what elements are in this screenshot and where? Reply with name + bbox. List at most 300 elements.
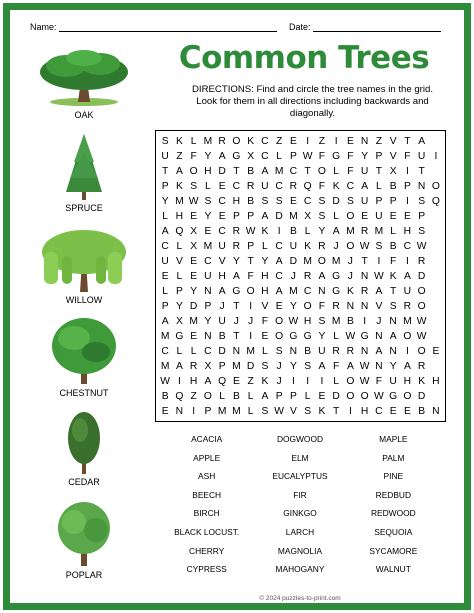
grid-letter[interactable]: N	[289, 346, 298, 357]
grid-letter[interactable]: H	[175, 211, 184, 222]
grid-letter[interactable]: F	[404, 151, 411, 162]
grid-letter[interactable]: D	[218, 166, 226, 177]
grid-letter[interactable]: S	[161, 136, 169, 147]
grid-letter[interactable]: H	[403, 376, 412, 387]
grid-letter[interactable]: X	[389, 166, 397, 177]
grid-letter[interactable]: A	[218, 286, 226, 297]
grid-letter[interactable]: M	[160, 361, 170, 372]
grid-letter[interactable]: P	[247, 241, 255, 252]
grid-letter[interactable]	[429, 329, 443, 344]
grid-letter[interactable]: N	[360, 271, 369, 282]
grid-letter[interactable]: S	[318, 196, 326, 207]
grid-letter[interactable]: W	[359, 241, 370, 252]
grid-letter[interactable]: P	[375, 196, 383, 207]
grid-letter[interactable]: A	[175, 361, 183, 372]
grid-letter[interactable]: G	[303, 331, 312, 342]
grid-letter[interactable]: K	[304, 241, 312, 252]
grid-letter[interactable]: E	[218, 181, 226, 192]
grid-letter[interactable]: S	[389, 301, 397, 312]
grid-letter[interactable]: J	[290, 271, 296, 282]
grid-letter[interactable]: J	[333, 241, 339, 252]
grid-letter[interactable]: N	[232, 346, 241, 357]
grid-letter[interactable]: T	[233, 166, 240, 177]
grid-letter[interactable]: F	[318, 181, 326, 192]
grid-letter[interactable]: N	[417, 181, 426, 192]
grid-letter[interactable]: Z	[247, 376, 254, 387]
grid-letter[interactable]: Y	[204, 151, 212, 162]
grid-letter[interactable]: M	[175, 196, 184, 207]
grid-letter[interactable]: N	[204, 286, 212, 297]
grid-letter[interactable]: E	[361, 211, 369, 222]
grid-letter[interactable]: E	[289, 136, 297, 147]
grid-letter[interactable]: E	[289, 196, 297, 207]
grid-letter[interactable]: C	[375, 406, 383, 417]
grid-letter[interactable]: N	[318, 286, 326, 297]
grid-letter[interactable]: F	[318, 151, 326, 162]
grid-letter[interactable]: C	[204, 256, 212, 267]
grid-letter[interactable]: M	[346, 226, 355, 237]
grid-letter[interactable]: L	[262, 346, 268, 357]
grid-letter[interactable]: K	[332, 181, 340, 192]
grid-letter[interactable]: Y	[318, 226, 326, 237]
grid-letter[interactable]: S	[318, 211, 326, 222]
grid-letter[interactable]	[429, 224, 443, 239]
grid-letter[interactable]: O	[317, 256, 326, 267]
grid-letter[interactable]: M	[189, 316, 198, 327]
grid-letter[interactable]: V	[389, 136, 397, 147]
grid-letter[interactable]: N	[389, 316, 397, 327]
grid-letter[interactable]: X	[204, 361, 212, 372]
grid-letter[interactable]: Y	[261, 256, 269, 267]
grid-letter[interactable]: A	[175, 166, 183, 177]
grid-letter[interactable]: O	[275, 331, 284, 342]
grid-letter[interactable]: M	[160, 331, 170, 342]
grid-letter[interactable]: R	[417, 361, 426, 372]
grid-letter[interactable]: C	[261, 151, 269, 162]
grid-letter[interactable]: L	[176, 241, 183, 252]
grid-letter[interactable]: O	[317, 166, 326, 177]
grid-letter[interactable]: A	[332, 226, 340, 237]
grid-letter[interactable]: U	[289, 241, 298, 252]
grid-letter[interactable]: I	[306, 376, 310, 387]
grid-letter[interactable]: V	[389, 151, 397, 162]
grid-letter[interactable]: Z	[318, 136, 326, 147]
grid-letter[interactable]: C	[403, 241, 412, 252]
grid-letter[interactable]: G	[232, 286, 241, 297]
grid-letter[interactable]: L	[262, 241, 268, 252]
grid-letter[interactable]: L	[333, 211, 339, 222]
grid-letter[interactable]: N	[360, 136, 369, 147]
grid-letter[interactable]: R	[360, 226, 369, 237]
grid-letter[interactable]: R	[232, 226, 241, 237]
grid-letter[interactable]: A	[218, 151, 226, 162]
grid-letter[interactable]: K	[261, 226, 269, 237]
grid-letter[interactable]: K	[418, 376, 426, 387]
grid-letter[interactable]: R	[403, 301, 412, 312]
name-field[interactable]	[30, 22, 277, 32]
grid-letter[interactable]: M	[331, 316, 341, 327]
grid-letter[interactable]: S	[418, 226, 426, 237]
grid-letter[interactable]: H	[189, 376, 198, 387]
grid-letter[interactable]: S	[418, 196, 426, 207]
grid-letter[interactable]: Y	[232, 256, 240, 267]
grid-letter[interactable]: I	[249, 331, 253, 342]
grid-letter[interactable]: N	[360, 301, 369, 312]
grid-letter[interactable]: B	[289, 226, 297, 237]
grid-letter[interactable]: H	[261, 271, 269, 282]
grid-letter[interactable]: F	[247, 271, 254, 282]
grid-letter[interactable]: L	[376, 181, 382, 192]
grid-letter[interactable]: U	[204, 271, 212, 282]
grid-letter[interactable]: M	[289, 211, 298, 222]
date-line[interactable]	[313, 23, 441, 32]
grid-letter[interactable]: M	[246, 346, 255, 357]
grid-letter[interactable]: R	[346, 346, 355, 357]
grid-letter[interactable]: L	[333, 166, 339, 177]
grid-letter[interactable]: S	[261, 406, 269, 417]
date-field[interactable]	[289, 22, 441, 32]
grid-letter[interactable]: F	[347, 151, 354, 162]
grid-letter[interactable]: W	[359, 376, 370, 387]
grid-letter[interactable]: E	[275, 301, 283, 312]
grid-letter[interactable]: D	[189, 301, 198, 312]
grid-letter[interactable]: P	[289, 151, 297, 162]
grid-letter[interactable]: E	[389, 406, 397, 417]
grid-letter[interactable]: I	[249, 301, 253, 312]
grid-letter[interactable]: B	[304, 346, 312, 357]
grid-letter[interactable]: C	[161, 346, 169, 357]
grid-letter[interactable]: E	[190, 271, 198, 282]
grid-letter[interactable]: N	[204, 331, 212, 342]
grid-letter[interactable]: E	[318, 391, 326, 402]
grid-letter[interactable]: W	[416, 241, 427, 252]
grid-letter[interactable]: A	[261, 391, 269, 402]
grid-letter[interactable]: E	[432, 346, 440, 357]
grid-letter[interactable]: X	[247, 151, 255, 162]
grid-letter[interactable]: L	[333, 331, 339, 342]
grid-letter[interactable]: Y	[389, 361, 397, 372]
grid-letter[interactable]: U	[403, 286, 412, 297]
grid-letter[interactable]: B	[346, 316, 354, 327]
grid-letter[interactable]: S	[318, 316, 326, 327]
grid-letter[interactable]: S	[275, 196, 283, 207]
grid-letter[interactable]: J	[248, 316, 254, 327]
grid-letter[interactable]: N	[375, 331, 383, 342]
grid-letter[interactable]: Y	[289, 301, 297, 312]
grid-letter[interactable]: W	[345, 331, 356, 342]
grid-letter[interactable]: L	[162, 286, 168, 297]
grid-letter[interactable]: C	[275, 241, 283, 252]
grid-letter[interactable]: O	[346, 241, 355, 252]
grid-letter[interactable]: I	[434, 151, 438, 162]
grid-letter[interactable]: O	[203, 391, 212, 402]
grid-letter[interactable]: P	[418, 211, 426, 222]
grid-letter[interactable]: H	[360, 406, 369, 417]
grid-letter[interactable]: A	[375, 286, 383, 297]
grid-letter[interactable]: M	[203, 241, 213, 252]
grid-letter[interactable]: Y	[190, 286, 198, 297]
grid-letter[interactable]: A	[261, 211, 269, 222]
grid-letter[interactable]: T	[233, 301, 240, 312]
grid-letter[interactable]: O	[346, 376, 355, 387]
grid-letter[interactable]: U	[218, 316, 226, 327]
grid-letter[interactable]: I	[363, 316, 367, 327]
grid-letter[interactable]	[429, 269, 443, 284]
grid-letter[interactable]: P	[247, 211, 255, 222]
grid-letter[interactable]: L	[390, 226, 396, 237]
grid-letter[interactable]: H	[204, 166, 212, 177]
grid-letter[interactable]: W	[374, 271, 384, 282]
grid-letter[interactable]: C	[303, 286, 312, 297]
grid-letter[interactable]	[429, 284, 443, 299]
grid-letter[interactable]: I	[277, 226, 281, 237]
grid-letter[interactable]: L	[219, 391, 225, 402]
grid-letter[interactable]: J	[376, 316, 382, 327]
grid-letter[interactable]: P	[204, 301, 212, 312]
grid-letter[interactable]	[429, 134, 443, 149]
grid-letter[interactable]: Q	[431, 196, 440, 207]
grid-letter[interactable]: O	[303, 301, 312, 312]
grid-letter[interactable]: X	[175, 316, 183, 327]
grid-letter[interactable]: H	[261, 286, 269, 297]
grid-letter[interactable]: H	[232, 196, 241, 207]
grid-letter[interactable]: W	[302, 151, 313, 162]
grid-letter[interactable]: O	[346, 211, 355, 222]
grid-letter[interactable]: G	[360, 331, 369, 342]
grid-letter[interactable]: I	[192, 406, 196, 417]
grid-letter[interactable]: M	[274, 166, 284, 177]
grid-letter[interactable]: L	[176, 346, 183, 357]
grid-letter[interactable]: P	[389, 196, 397, 207]
grid-letter[interactable]	[429, 359, 443, 374]
grid-letter[interactable]: R	[246, 181, 255, 192]
grid-letter[interactable]: T	[247, 256, 254, 267]
grid-letter[interactable]: D	[332, 391, 340, 402]
grid-letter[interactable]: C	[161, 241, 169, 252]
grid-letter[interactable]: P	[161, 301, 169, 312]
grid-letter[interactable]: W	[416, 331, 427, 342]
grid-letter[interactable]: E	[190, 256, 198, 267]
grid-letter[interactable]: E	[403, 406, 411, 417]
name-line[interactable]	[59, 23, 277, 32]
grid-letter[interactable]: C	[275, 271, 283, 282]
grid-letter[interactable]: Z	[190, 391, 197, 402]
grid-letter[interactable]: K	[261, 376, 269, 387]
grid-letter[interactable]: M	[403, 316, 412, 327]
grid-letter[interactable]: T	[304, 166, 311, 177]
grid-letter[interactable]: L	[247, 391, 254, 402]
grid-letter[interactable]: S	[204, 196, 212, 207]
grid-letter[interactable]: A	[318, 361, 326, 372]
grid-letter[interactable]: L	[247, 406, 254, 417]
grid-letter[interactable]: D	[289, 256, 298, 267]
grid-letter[interactable]: B	[418, 406, 426, 417]
grid-letter[interactable]: L	[190, 136, 197, 147]
grid-letter[interactable]: W	[188, 196, 199, 207]
grid-letter[interactable]: T	[418, 166, 425, 177]
grid-letter[interactable]: I	[405, 166, 409, 177]
grid-letter[interactable]: A	[204, 376, 212, 387]
grid-letter[interactable]: A	[418, 136, 426, 147]
grid-letter[interactable]: B	[247, 166, 255, 177]
grid-letter[interactable]: Z	[375, 136, 383, 147]
grid-letter[interactable]: U	[318, 346, 326, 357]
grid-letter[interactable]: O	[360, 391, 369, 402]
grid-letter[interactable]: L	[162, 211, 168, 222]
grid-letter[interactable]: I	[320, 376, 324, 387]
grid-letter[interactable]: D	[246, 361, 255, 372]
grid-letter[interactable]: E	[190, 211, 198, 222]
grid-letter[interactable]: T	[389, 286, 397, 297]
grid-letter[interactable]: P	[175, 286, 183, 297]
grid-letter[interactable]: F	[375, 376, 383, 387]
word-search-grid[interactable]	[155, 130, 446, 422]
grid-letter[interactable]: S	[275, 346, 283, 357]
grid-letter[interactable]: A	[403, 361, 411, 372]
grid-letter[interactable]: P	[289, 391, 297, 402]
grid-letter[interactable]: C	[261, 136, 269, 147]
grid-letter[interactable]: P	[403, 181, 411, 192]
grid-letter[interactable]: O	[417, 286, 426, 297]
grid-letter[interactable]: N	[346, 301, 355, 312]
grid-letter[interactable]: S	[261, 196, 269, 207]
grid-letter[interactable]: I	[377, 256, 381, 267]
grid-letter[interactable]: H	[432, 376, 440, 387]
grid-letter[interactable]: F	[389, 256, 397, 267]
grid-letter[interactable]: R	[189, 361, 198, 372]
grid-letter[interactable]: N	[432, 406, 440, 417]
grid-letter[interactable]: V	[375, 301, 383, 312]
grid-letter[interactable]: I	[405, 196, 409, 207]
grid-letter[interactable]: G	[175, 331, 184, 342]
grid-letter[interactable]: M	[374, 226, 384, 237]
grid-letter[interactable]: D	[218, 346, 226, 357]
grid-letter[interactable]: D	[275, 211, 283, 222]
grid-letter[interactable]: K	[389, 271, 397, 282]
grid-letter[interactable]: C	[303, 196, 312, 207]
grid-letter[interactable]: A	[161, 226, 169, 237]
grid-letter[interactable]: X	[190, 226, 198, 237]
grid-letter[interactable]: A	[389, 331, 397, 342]
grid-letter[interactable]: W	[160, 376, 170, 387]
grid-letter[interactable]	[429, 299, 443, 314]
grid-letter[interactable]: R	[332, 346, 340, 357]
grid-letter[interactable]: D	[417, 391, 426, 402]
grid-letter[interactable]: S	[304, 361, 312, 372]
grid-letter[interactable]: M	[232, 406, 241, 417]
grid-letter[interactable]: U	[360, 166, 369, 177]
grid-letter[interactable]: A	[361, 181, 369, 192]
grid-letter[interactable]: T	[233, 331, 240, 342]
grid-letter[interactable]: Z	[275, 136, 283, 147]
grid-letter[interactable]: C	[289, 166, 298, 177]
grid-letter[interactable]: C	[232, 181, 241, 192]
grid-letter[interactable]: Y	[318, 331, 326, 342]
grid-letter[interactable]: L	[304, 226, 311, 237]
grid-letter[interactable]	[429, 254, 443, 269]
grid-letter[interactable]: G	[332, 151, 341, 162]
grid-letter[interactable]: R	[417, 256, 426, 267]
grid-letter[interactable]: T	[361, 256, 368, 267]
grid-letter[interactable]: L	[333, 376, 339, 387]
grid-letter[interactable]: M	[303, 256, 312, 267]
grid-letter[interactable]: F	[318, 301, 326, 312]
grid-letter[interactable]: W	[288, 316, 299, 327]
grid-letter[interactable]: A	[403, 271, 411, 282]
grid-letter[interactable]: M	[289, 286, 298, 297]
grid-letter[interactable]: U	[261, 181, 269, 192]
grid-letter[interactable]: R	[332, 301, 340, 312]
grid-letter[interactable]: B	[161, 391, 169, 402]
grid-letter[interactable]: G	[332, 271, 341, 282]
grid-letter[interactable]: E	[161, 406, 169, 417]
grid-letter[interactable]: P	[161, 181, 169, 192]
grid-letter[interactable]: W	[416, 316, 427, 327]
grid-letter[interactable]: K	[346, 286, 354, 297]
grid-letter[interactable]: F	[347, 166, 354, 177]
grid-letter[interactable]: C	[204, 346, 212, 357]
grid-letter[interactable]: Y	[204, 211, 212, 222]
grid-letter[interactable]: A	[275, 286, 283, 297]
grid-letter[interactable]: I	[291, 376, 295, 387]
grid-letter[interactable]: M	[217, 406, 227, 417]
grid-letter[interactable]: P	[218, 361, 226, 372]
grid-letter[interactable]: N	[175, 406, 184, 417]
grid-letter[interactable]: F	[332, 361, 340, 372]
grid-letter[interactable]: O	[346, 391, 355, 402]
grid-letter[interactable]: T	[161, 166, 169, 177]
grid-letter[interactable]: H	[218, 271, 226, 282]
grid-letter[interactable]: E	[161, 271, 169, 282]
grid-letter[interactable]: A	[346, 361, 354, 372]
grid-letter[interactable]: C	[218, 226, 226, 237]
grid-letter[interactable]: I	[348, 406, 352, 417]
grid-letter[interactable]: Y	[175, 301, 183, 312]
grid-letter[interactable]: X	[190, 241, 198, 252]
grid-letter[interactable]: E	[346, 136, 354, 147]
grid-letter[interactable]: O	[417, 346, 426, 357]
grid-letter[interactable]: F	[190, 151, 197, 162]
grid-letter[interactable]: D	[417, 271, 426, 282]
grid-letter[interactable]: P	[375, 151, 383, 162]
grid-letter[interactable]: O	[246, 286, 255, 297]
grid-letter[interactable]: R	[218, 136, 226, 147]
grid-letter[interactable]: W	[359, 361, 370, 372]
grid-letter[interactable]: U	[360, 196, 369, 207]
grid-letter[interactable]: Z	[176, 151, 183, 162]
grid-letter[interactable]: S	[375, 241, 383, 252]
grid-letter[interactable]: T	[332, 406, 340, 417]
grid-letter[interactable]: Y	[161, 196, 169, 207]
grid-letter[interactable]: J	[347, 256, 353, 267]
grid-letter[interactable]: E	[403, 211, 411, 222]
grid-letter[interactable]: L	[176, 271, 183, 282]
grid-letter[interactable]: R	[289, 181, 298, 192]
grid-letter[interactable]: W	[245, 226, 256, 237]
grid-letter[interactable]: K	[247, 136, 255, 147]
grid-letter[interactable]: E	[190, 331, 198, 342]
grid-letter[interactable]: P	[232, 211, 240, 222]
grid-letter[interactable]: L	[190, 346, 197, 357]
grid-letter[interactable]: Q	[218, 376, 227, 387]
grid-letter[interactable]: K	[175, 181, 183, 192]
grid-letter[interactable]: I	[405, 346, 409, 357]
grid-letter[interactable]	[429, 389, 443, 404]
grid-letter[interactable]: Y	[204, 316, 212, 327]
grid-letter[interactable]: E	[261, 331, 269, 342]
grid-letter[interactable]: P	[204, 406, 212, 417]
grid-letter[interactable]	[429, 209, 443, 224]
